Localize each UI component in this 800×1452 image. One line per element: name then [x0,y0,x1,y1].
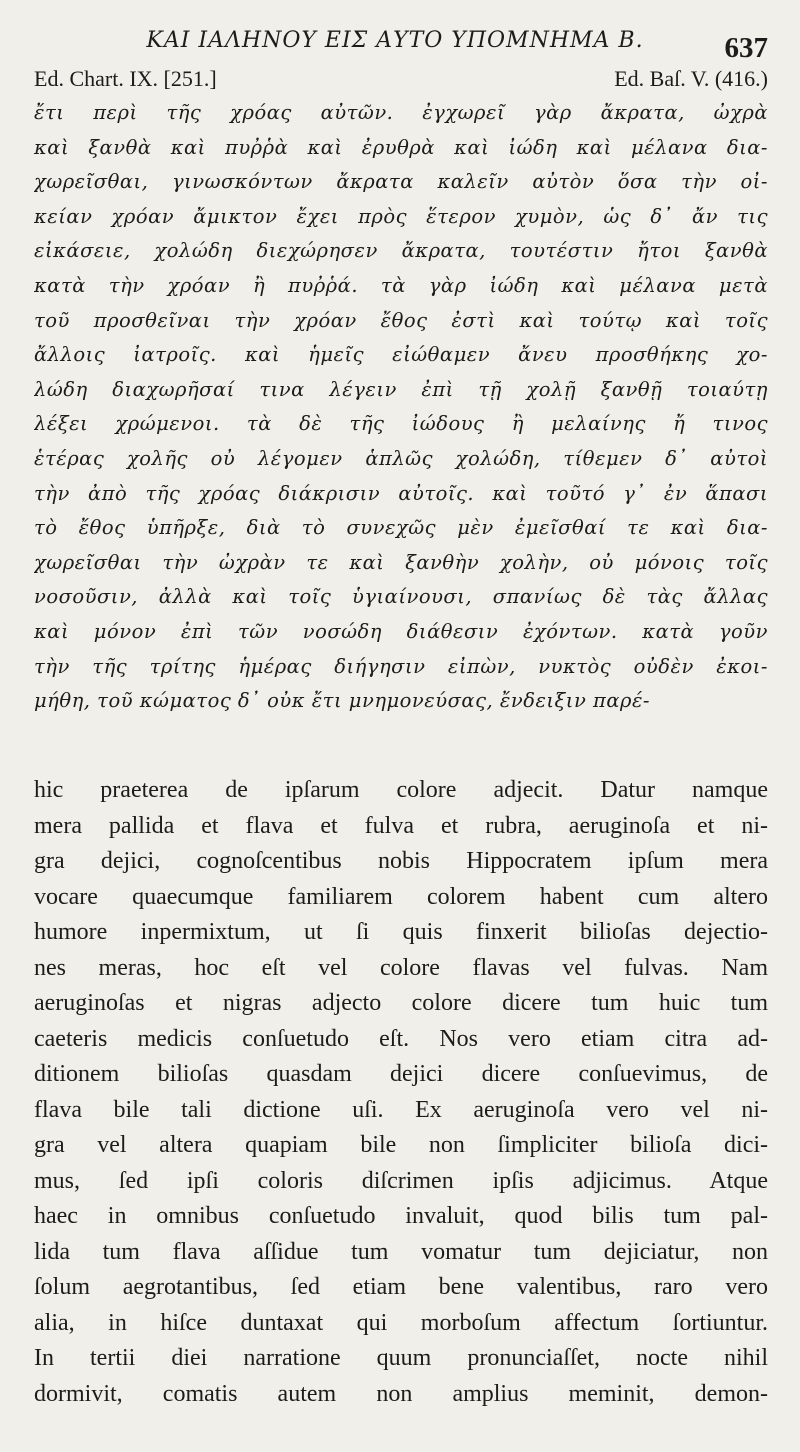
edition-reference-left: Ed. Chart. IX. [251.] [34,66,217,91]
greek-line: ἑτέρας χολῆς οὐ λέγομεν ἁπλῶς χολώδη, τίθεμεν δ᾽ αὐτοὶ [34,446,768,470]
latin-line: ſolum aegrotantibus, ſed etiam bene valentibus, raro vero [34,1274,768,1300]
page-number: 637 [724,32,768,64]
greek-line: χωρεῖσθαι τὴν ὠχρὰν τε καὶ ξανθὴν χολὴν, οὐ μόνοις τοῖς [34,550,768,574]
latin-line: humore inpermixtum, ut ſi quis finxerit bilioſas dejectio- [34,919,768,945]
greek-line: εἰκάσειε, χολώδη διεχώρησεν ἄκρατα, τουτέστιν ἤτοι ξανθὰ [34,239,768,263]
latin-line: aeruginoſas et nigras adjecto colore dicere tum huic tum [34,990,768,1016]
greek-text-block [34,96,768,719]
latin-line: lida tum flava aſſidue tum vomatur tum dejiciatur, non [34,1238,768,1265]
latin-text-block [34,773,768,1412]
latin-line: mera pallida et flava et fulva et rubra, aeruginoſa et ni- [34,812,768,839]
greek-line: χωρεῖσθαι, γινωσκόντων ἄκρατα καλεῖν αὐτὸν ὅσα τὴν οἰ- [34,170,768,194]
greek-line: ἔτι περὶ τῆς χρόας αὐτῶν. ἐγχωρεῖ γὰρ ἄκρατα, ὠχρὰ [34,101,768,124]
latin-line: caeteris medicis conſuetudo eſt. Nos vero etiam citra ad- [34,1025,768,1052]
greek-line: λώδη διαχωρῆσαί τινα λέγειν ἐπὶ τῇ χολῇ ξανθῇ τοιαύτῃ [34,377,768,401]
greek-line: τὴν ἀπὸ τῆς χρόας διάκρισιν αὐτοῖς. καὶ τοῦτό γ᾽ ἐν ἅπασι [34,481,768,505]
greek-line: κατὰ τὴν χρόαν ἢ πυῤῥά. τὰ γὰρ ἰώδη καὶ μέλανα μετὰ [34,273,768,297]
greek-line: ἄλλοις ἰατροῖς. καὶ ἡμεῖς εἰώθαμεν ἄνευ προσθήκης χο- [34,343,768,367]
greek-line: νοσοῦσιν, ἀλλὰ καὶ τοῖς ὑγιαίνουσι, σπανίως δὲ τὰς ἄλλας [34,585,768,609]
latin-line: In tertii diei narratione quum pronunciaſſet, nocte nihil [34,1345,768,1371]
latin-line: vocare quaecumque familiarem colorem habent cum altero [34,883,768,910]
latin-line: flava bile tali dictione uſi. Ex aeruginoſa vero vel ni- [34,1096,768,1123]
latin-line: alia, in hiſce duntaxat qui morboſum affectum ſortiuntur. [34,1309,768,1336]
latin-line: gra dejici, cognoſcentibus nobis Hippocratem ipſum mera [34,848,768,874]
greek-line: λέξει χρώμενοι. τὰ δὲ τῆς ἰώδους ἢ μελαίνης ἤ τινος [34,412,768,436]
latin-line: ditionem bilioſas quasdam dejici dicere conſuevimus, de [34,1061,768,1087]
greek-line: κείαν χρόαν ἄμικτον ἔχει πρὸς ἕτερον χυμὸν, ὡς δ᾽ ἄν τις [34,204,768,228]
latin-line: mus, ſed ipſi coloris diſcrimen ipſis adjicimus. Atque [34,1167,768,1194]
edition-reference-right: Ed. Baſ. V. (416.) [614,66,768,91]
latin-line: dormivit, comatis autem non amplius meminit, demon- [34,1380,768,1407]
greek-line: καὶ μόνον ἐπὶ τῶν νοσώδη διάθεσιν ἐχόντων. κατὰ γοῦν [34,619,768,643]
running-title: ΚΑΙ ΙΑΛΗΝΟΥ ΕΙΣ ΑΥΤΟ ΥΠΟΜΝΗΜΑ Β. [146,28,644,53]
greek-line: τοῦ προσθεῖναι τὴν χρόαν ἔθος ἐστὶ καὶ τούτῳ καὶ τοῖς [34,308,768,332]
latin-line: hic praeterea de ipſarum colore adjecit. Datur namque [34,777,768,803]
latin-line: gra vel altera quapiam bile non ſimpliciter bilioſa dici- [34,1132,768,1158]
greek-line: τὸ ἔθος ὑπῆρξε, διὰ τὸ συνεχῶς μὲν ἐμεῖσθαί τε καὶ δια- [34,516,768,540]
latin-line: haec in omnibus conſuetudo invaluit, quod bilis tum pal- [34,1203,768,1229]
greek-line: καὶ ξανθὰ καὶ πυῤῥὰ καὶ ἐρυθρὰ καὶ ἰώδη καὶ μέλανα δια- [34,135,768,159]
greek-line: τὴν τῆς τρίτης ἡμέρας διήγησιν εἰπὼν, νυκτὸς οὐδὲν ἐκοι- [34,654,768,678]
greek-line: μήθη, τοῦ κώματος δ᾽ οὐκ ἔτι μνημονεύσας, ἔνδειξιν παρέ- [34,689,650,713]
latin-line: nes meras, hoc eſt vel colore flavas vel fulvas. Nam [34,954,768,981]
